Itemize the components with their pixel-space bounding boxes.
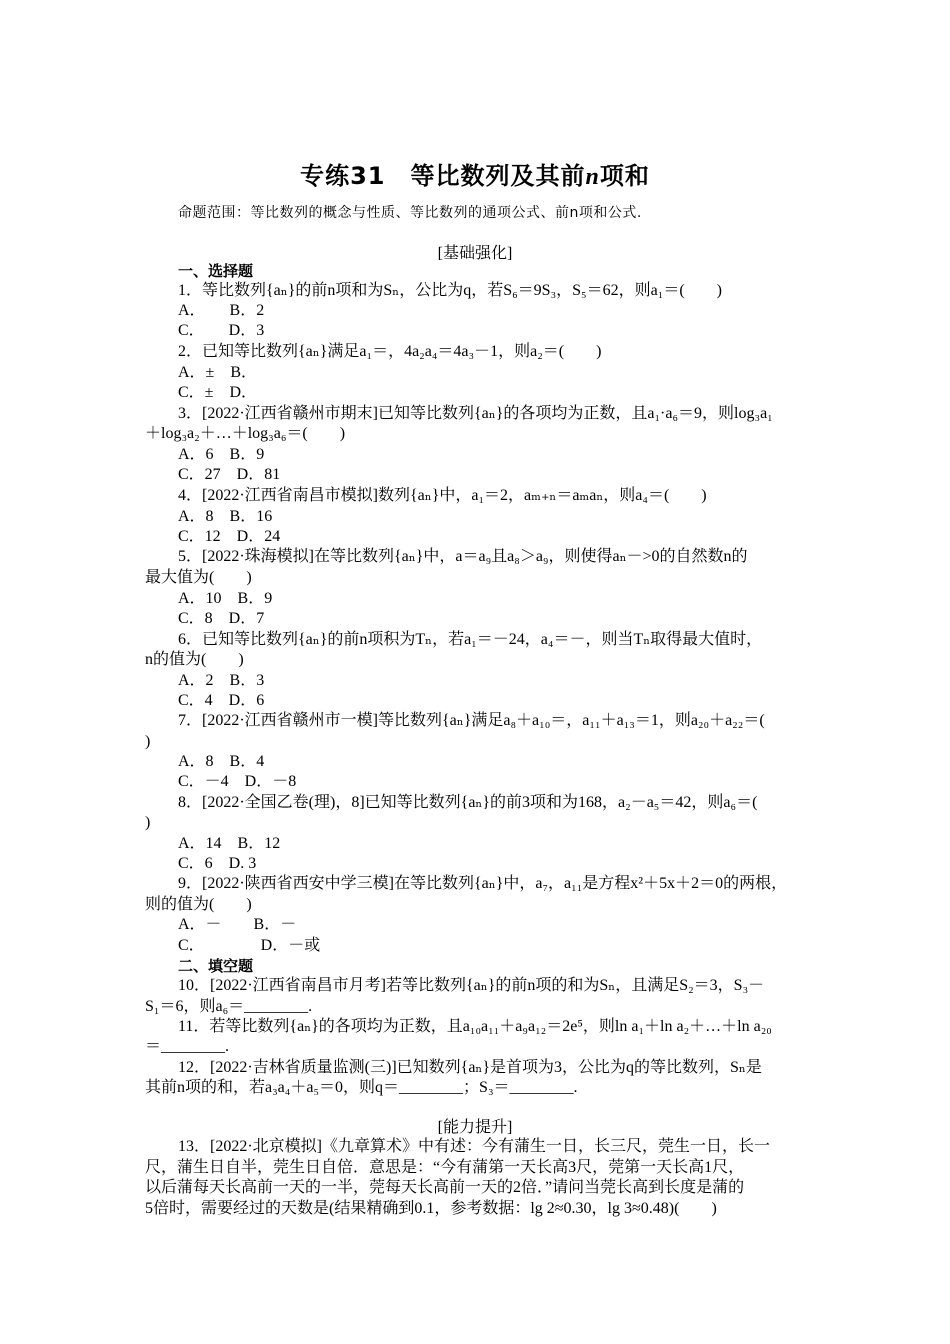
title-suffix: 项和 (599, 162, 650, 190)
q5-stem-cont: 最大值为( ) (145, 569, 252, 586)
q11-stem: 11．若等比数列{aₙ}的各项均为正数，且a₁₀a₁₁＋a₉a₁₂＝2e⁵，则ln a₁＋ln a₂＋…＋ln a₂₀ (178, 1018, 772, 1035)
q9-options-ab: A．－ B．－ (178, 916, 297, 933)
q1-options-cd: C． D．3 (178, 322, 265, 339)
q9-stem: 9．[2022·陕西省西安中学三模]在等比数列{aₙ}中，a₇，a₁₁是方程x²＋5x＋2＝0的两根， (178, 875, 788, 892)
q7-stem-cont: ) (145, 733, 151, 750)
q11-stem-cont: ＝________. (145, 1038, 230, 1055)
title-n: n (585, 164, 600, 190)
q5-options-cd: C．8 D．7 (178, 610, 265, 627)
q6-options-cd: C．4 D．6 (178, 692, 265, 709)
section-fill: 二、填空题 (178, 957, 254, 975)
topic-scope: 命题范围：等比数列的概念与性质、等比数列的通项公式、前n项和公式. (178, 205, 642, 221)
q13-stem: 13．[2022·北京模拟]《九章算术》中有述：今有蒲生一日，长三尺，莞生一日，长一 (178, 1138, 770, 1155)
q6-options-ab: A．2 B．3 (178, 672, 265, 689)
q3-stem-cont: ＋log₃a₂＋…＋log₃a₆＝( ) (145, 425, 346, 442)
title-prefix: 专练31 等比数列及其前 (300, 162, 586, 190)
q7-options-ab: A．8 B．4 (178, 753, 265, 770)
q3-options-cd: C．27 D．81 (178, 466, 281, 483)
q12-stem: 12．[2022·吉林省质量监测(三)]已知数列{aₙ}是首项为3，公比为q的等比数列，Sₙ是 (178, 1059, 762, 1076)
q10-stem-cont: S₁＝6，则a₆＝________. (145, 998, 313, 1015)
q6-stem-cont: n的值为( ) (145, 651, 244, 668)
q8-stem: 8．[2022·全国乙卷(理)，8]已知等比数列{aₙ}的前3项和为168，a₂－a₅＝42，则a₆＝( (178, 794, 758, 811)
q12-stem-cont: 其前n项的和，若a₃a₄＋a₅＝0，则q＝________；S₃＝________. (145, 1079, 578, 1096)
q2-options-cd: C．± D． (178, 384, 258, 401)
q1-stem: 1．等比数列{aₙ}的前n项和为Sₙ，公比为q，若S₆＝9S₃，S₅＝62，则a₁＝( ) (178, 282, 722, 299)
q10-stem: 10．[2022·江西省南昌市月考]若等比数列{aₙ}的前n项的和为Sₙ，且满足S₂＝3，S₃－ (178, 977, 765, 994)
q13-stem-cont3: 5倍时，需要经过的天数是(结果精确到0.1，参考数据：lg 2≈0.30，lg 3≈0.48)( ) (145, 1200, 717, 1217)
q3-stem: 3．[2022·江西省赣州市期末]已知等比数列{aₙ}的各项均为正数，且a₁·a₆＝9，则log₃a₁ (178, 405, 773, 422)
q13-stem-cont2: 以后蒲每天长高前一天的一半，莞每天长高前一天的2倍．”请问当莞长高到长度是蒲的 (145, 1179, 745, 1196)
q7-stem: 7．[2022·江西省赣州市一模]等比数列{aₙ}满足a₈＋a₁₀＝，a₁₁＋a₁₃＝1，则a₂₀＋a₂₂＝( (178, 712, 765, 729)
q7-options-cd: C．－4 D．－8 (178, 773, 297, 790)
q4-stem: 4．[2022·江西省南昌市模拟]数列{aₙ}中，a₁＝2，aₘ₊ₙ＝aₘaₙ，则a₄＝( ) (178, 487, 707, 504)
q5-stem: 5．[2022·珠海模拟]在等比数列{aₙ}中，a＝a₉且a₈＞a₉，则使得aₙ－>0的自然数n的 (178, 548, 748, 565)
section-choice: 一、选择题 (178, 262, 254, 280)
q6-stem: 6．已知等比数列{aₙ}的前n项积为Tₙ，若a₁＝－24，a₄＝－，则当Tₙ取得最大值时， (178, 631, 763, 648)
q13-stem-cont1: 尺，蒲生日自半，莞生日自倍．意思是：“今有蒲第一天长高3尺，莞第一天长高1尺， (145, 1159, 745, 1176)
q2-options-ab: A．± B． (178, 364, 258, 381)
q4-options-cd: C．12 D．24 (178, 528, 281, 545)
q1-options-ab: A． B．2 (178, 302, 265, 319)
q5-options-ab: A．10 B．9 (178, 590, 273, 607)
section-advanced: [能力提升] (437, 1119, 513, 1136)
q9-options-cd: C． D．－或 (178, 937, 321, 954)
q4-options-ab: A．8 B．16 (178, 508, 273, 525)
q8-stem-cont: ) (145, 814, 151, 831)
section-basic: [基础强化] (437, 245, 513, 262)
q8-options-ab: A．14 B．12 (178, 835, 281, 852)
q8-options-cd: C．6 D. 3 (178, 855, 257, 872)
q2-stem: 2．已知等比数列{aₙ}满足a₁＝，4a₂a₄＝4a₃－1，则a₂＝( ) (178, 343, 602, 360)
q3-options-ab: A．6 B．9 (178, 446, 265, 463)
page-title (0, 156, 950, 191)
q9-stem-cont: 则的值为( ) (145, 896, 252, 913)
